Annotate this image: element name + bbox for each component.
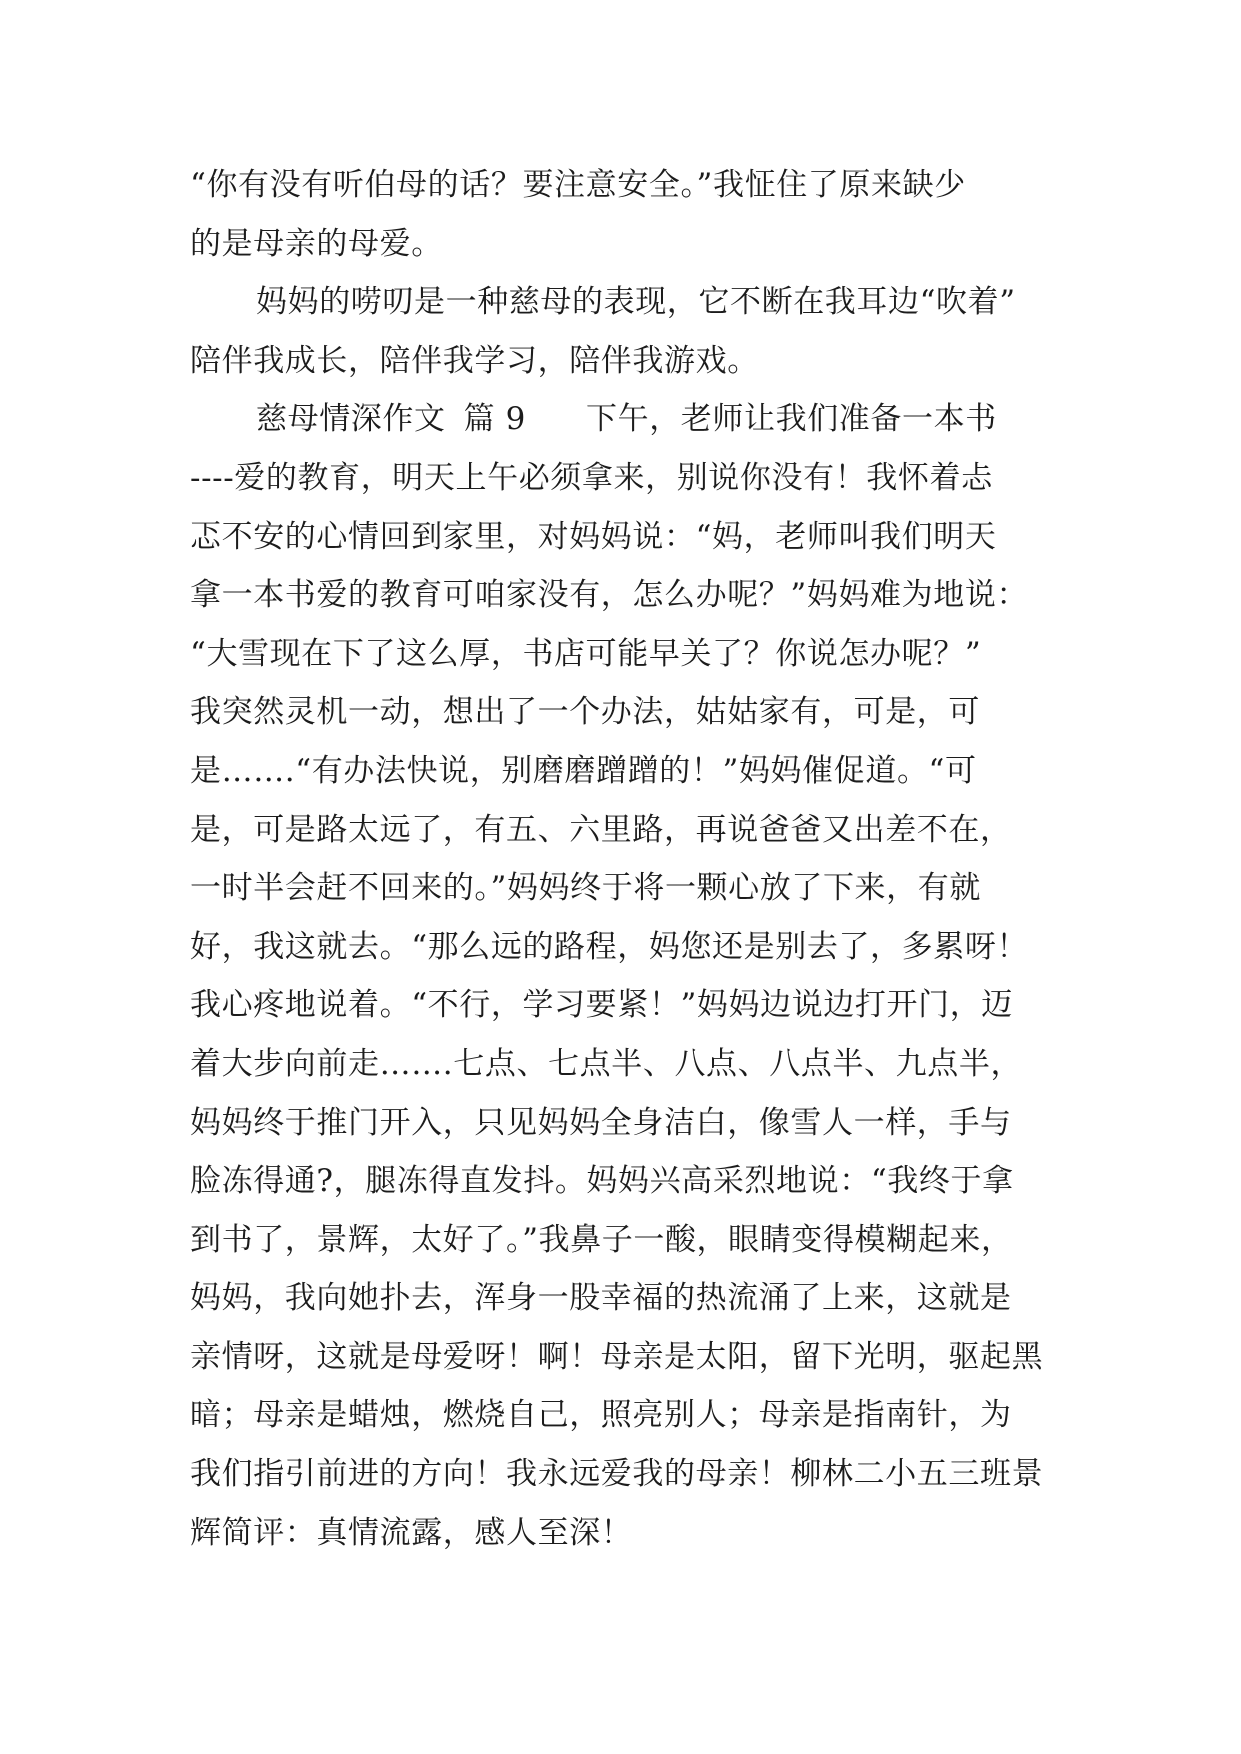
text-line: 辉简评：真情流露，感人至深！ <box>190 1514 633 1551</box>
paragraph-start-line: 妈妈的唠叨是一种慈母的表现，它不断在我耳边“吹着” <box>256 284 1016 321</box>
text-line: ----爱的教育，明天上午必须拿来，别说你没有！我怀着忐 <box>190 459 993 496</box>
text-line: 我突然灵机一动，想出了一个办法，姑姑家有，可是，可 <box>190 694 980 731</box>
text-line: 忑不安的心情回到家里，对妈妈说：“妈，老师叫我们明天 <box>190 518 997 555</box>
text-line: 的是母亲的母爱。 <box>190 225 443 262</box>
text-line: “你有没有听伯母的话？要注意安全。”我怔住了原来缺少 <box>190 167 966 203</box>
text-line: 脸冻得通?，腿冻得直发抖。妈妈兴高采烈地说：“我终于拿 <box>190 1163 1014 1200</box>
text-line: 陪伴我成长，陪伴我学习，陪伴我游戏。 <box>190 342 759 379</box>
text-line: 亲情呀，这就是母爱呀！啊！母亲是太阳，留下光明，驱起黑 <box>190 1338 1044 1375</box>
essay-heading-line <box>190 390 1052 449</box>
text-line: 妈妈终于推门开入，只见妈妈全身洁白，像雪人一样，手与 <box>190 1104 1012 1141</box>
essay-number: 篇 9 <box>463 401 526 438</box>
text-line: 是…….“有办法快说，别磨磨蹭蹭的！”妈妈催促道。“可 <box>190 752 977 789</box>
document-body <box>190 156 1052 1562</box>
text-line: 一时半会赶不回来的。”妈妈终于将一颗心放了下来，有就 <box>190 870 981 907</box>
text-line: 到书了，景辉，太好了。”我鼻子一酸，眼睛变得模糊起来， <box>190 1221 1013 1258</box>
text-line: 我们指引前进的方向！我永远爱我的母亲！柳林二小五三班景 <box>190 1456 1044 1493</box>
essay-opening-text: 下午，老师让我们准备一本书 <box>586 401 997 438</box>
text-line: 我心疼地说着。“不行，学习要紧！”妈妈边说边打开门，迈 <box>190 987 1013 1024</box>
text-line: “大雪现在下了这么厚，书店可能早关了？你说怎办呢？” <box>190 635 982 672</box>
text-line: 暗；母亲是蜡烛，燃烧自己，照亮别人；母亲是指南针，为 <box>190 1397 1012 1434</box>
text-line: 妈妈，我向她扑去，浑身一股幸福的热流涌了上来，这就是 <box>190 1280 1012 1317</box>
text-line: 好，我这就去。“那么远的路程，妈您还是别去了，多累呀！ <box>190 928 1029 965</box>
text-line: 是，可是路太远了，有五、六里路，再说爸爸又出差不在， <box>190 811 1012 848</box>
text-line: 拿一本书爱的教育可咱家没有，怎么办呢？”妈妈难为地说： <box>190 577 1029 614</box>
essay-title: 慈母情深作文 <box>256 401 446 438</box>
text-line: 着大步向前走…….七点、七点半、八点、八点半、九点半， <box>190 1045 1023 1082</box>
